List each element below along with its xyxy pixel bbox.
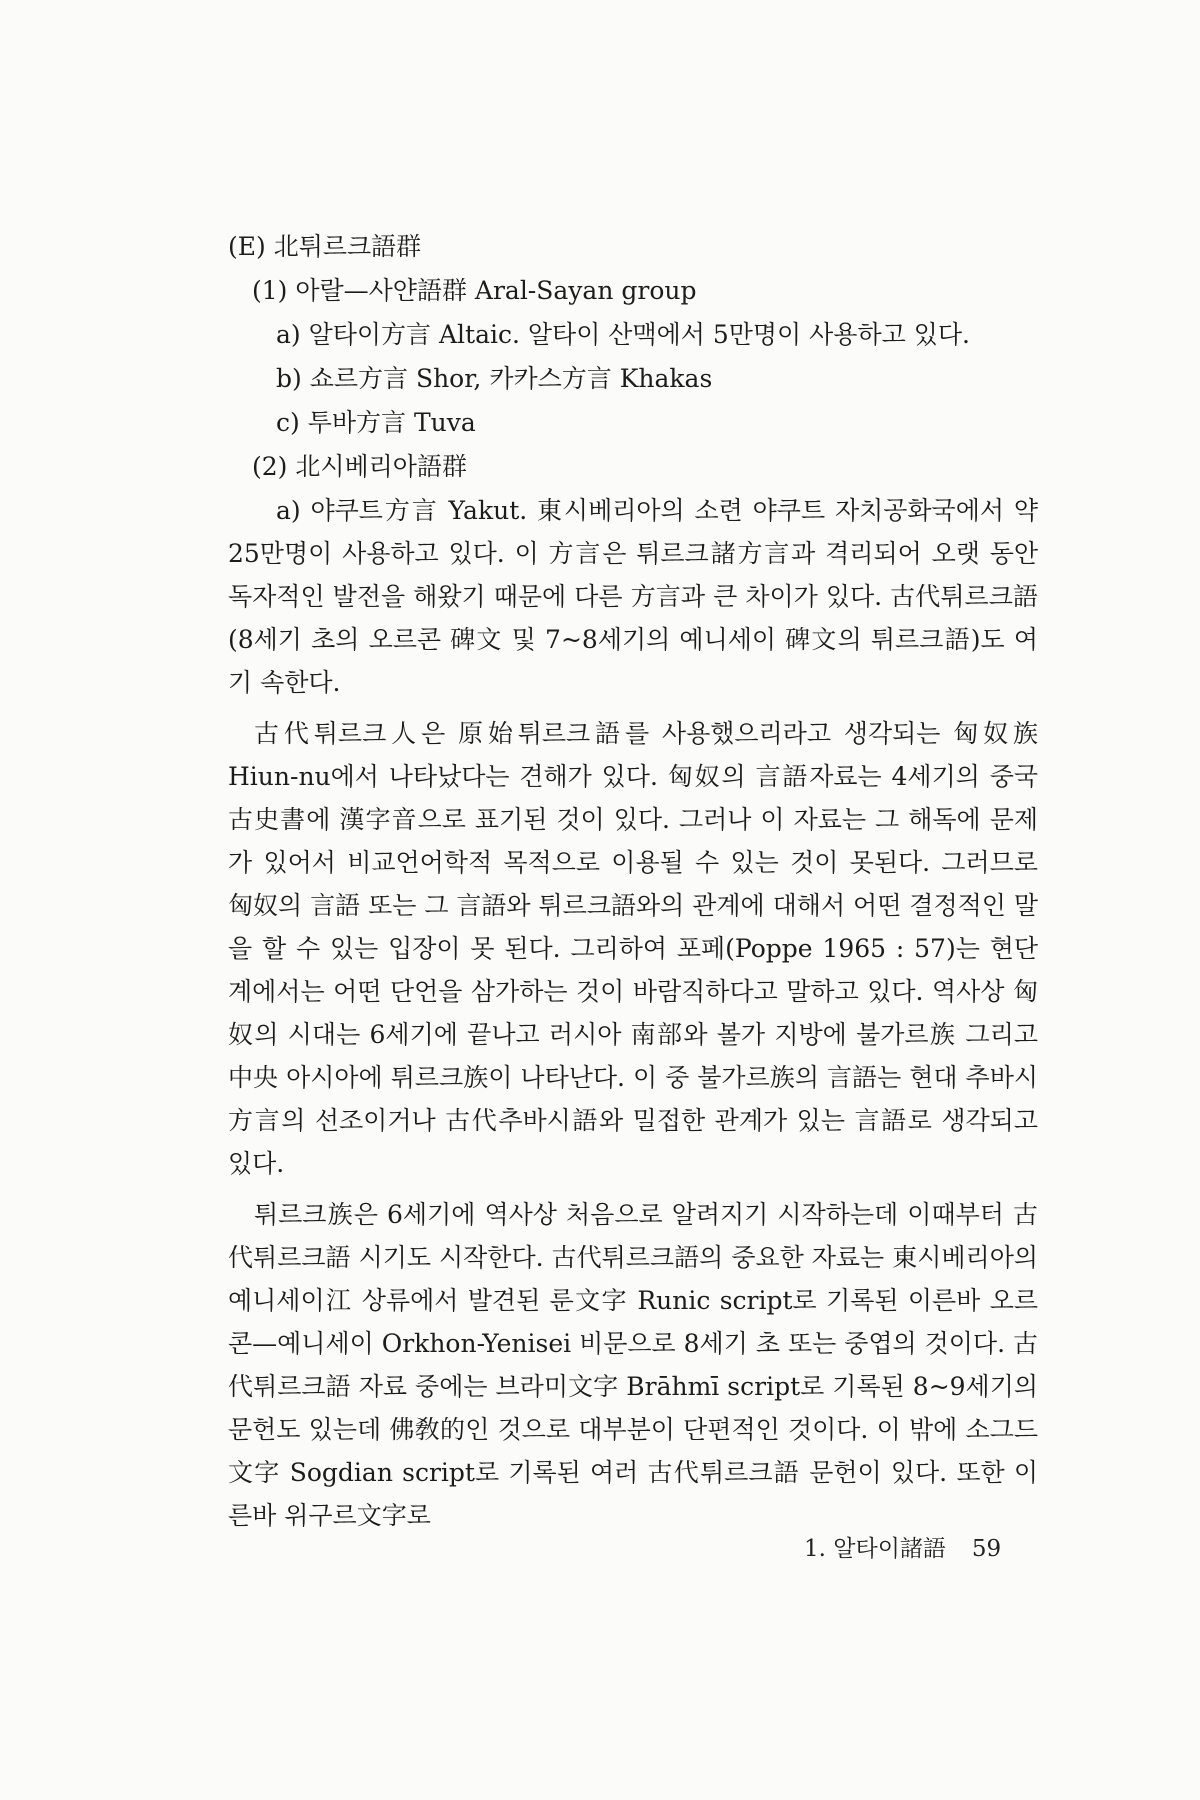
subgroup-1-item-a: a) 알타이方言 Altaic. 알타이 산맥에서 5만명이 사용하고 있다. bbox=[276, 320, 970, 349]
subgroup-1-item-c: c) 투바方言 Tuva bbox=[276, 408, 476, 437]
subgroup-2-item-a: a) 야쿠트方言 Yakut. 東시베리아의 소련 야쿠트 자치공화국에서 약 25만명이 사용하고 있다. 이 方言은 튀르크諸方言과 격리되어 오랫 동안 독자적인 발전을 해왔기 때문에 다른 方言과 큰 차이가 있다. 古代튀르크語(8세기 초의 오르콘 碑文 및 7~8세기의 예니세이 碑文의 튀르크語)도 여기 속한다. bbox=[228, 496, 1038, 697]
page-body bbox=[228, 225, 1038, 1537]
subgroup-1-item-b: b) 쇼르方言 Shor, 카카스方言 Khakas bbox=[276, 364, 713, 393]
body-paragraph-1: 古代튀르크人은 原始튀르크語를 사용했으리라고 생각되는 匈奴族 Hiun-nu에서 나타났다는 견해가 있다. 匈奴의 言語자료는 4세기의 중국 古史書에 漢字音으로 표기된 것이 있다. 그러나 이 자료는 그 해독에 문제가 있어서 비교언어학적 목적으로 이용될 수 있는 것이 못된다. 그러므로 匈奴의 言語 또는 그 言語와 튀르크語와의 관계에 대해서 어떤 결정적인 말을 할 수 있는 입장이 못 된다. 그리하여 포페(Poppe 1965 : 57)는 현단계에서는 어떤 단언을 삼가하는 것이 바람직하다고 말하고 있다. 역사상 匈奴의 시대는 6세기에 끝나고 러시아 南部와 볼가 지방에 불가르族 그리고 中央 아시아에 튀르크族이 나타난다. 이 중 불가르族의 言語는 현대 추바시方言의 선조이거나 古代추바시語와 밀접한 관계가 있는 言語로 생각되고 있다. bbox=[228, 719, 1038, 1178]
subgroup-1-title: (1) 아랄—사얀語群 Aral-Sayan group bbox=[252, 276, 697, 305]
section-heading: (E) 北튀르크語群 bbox=[228, 232, 422, 261]
page-number: 59 bbox=[971, 1536, 1002, 1562]
body-paragraph-2: 튀르크族은 6세기에 역사상 처음으로 알려지기 시작하는데 이때부터 古代튀르크語 시기도 시작한다. 古代튀르크語의 중요한 자료는 東시베리아의 예니세이江 상류에서 발견된 룬文字 Runic script로 기록된 이른바 오르콘—예니세이 Orkhon-Yenisei 비문으로 8세기 초 또는 중엽의 것이다. 古代튀르크語 자료 중에는 브라미文字 Brāhmī script로 기록된 8~9세기의 문헌도 있는데 佛敎的인 것으로 대부분이 단편적인 것이다. 이 밖에 소그드文字 Sogdian script로 기록된 여러 古代튀르크語 문헌이 있다. 또한 이른바 위구르文字로 bbox=[228, 1200, 1038, 1530]
footer-section-label: 1. 알타이諸語 bbox=[804, 1536, 946, 1562]
running-footer bbox=[804, 1530, 1001, 1563]
subgroup-2-title: (2) 北시베리아語群 bbox=[252, 452, 467, 481]
